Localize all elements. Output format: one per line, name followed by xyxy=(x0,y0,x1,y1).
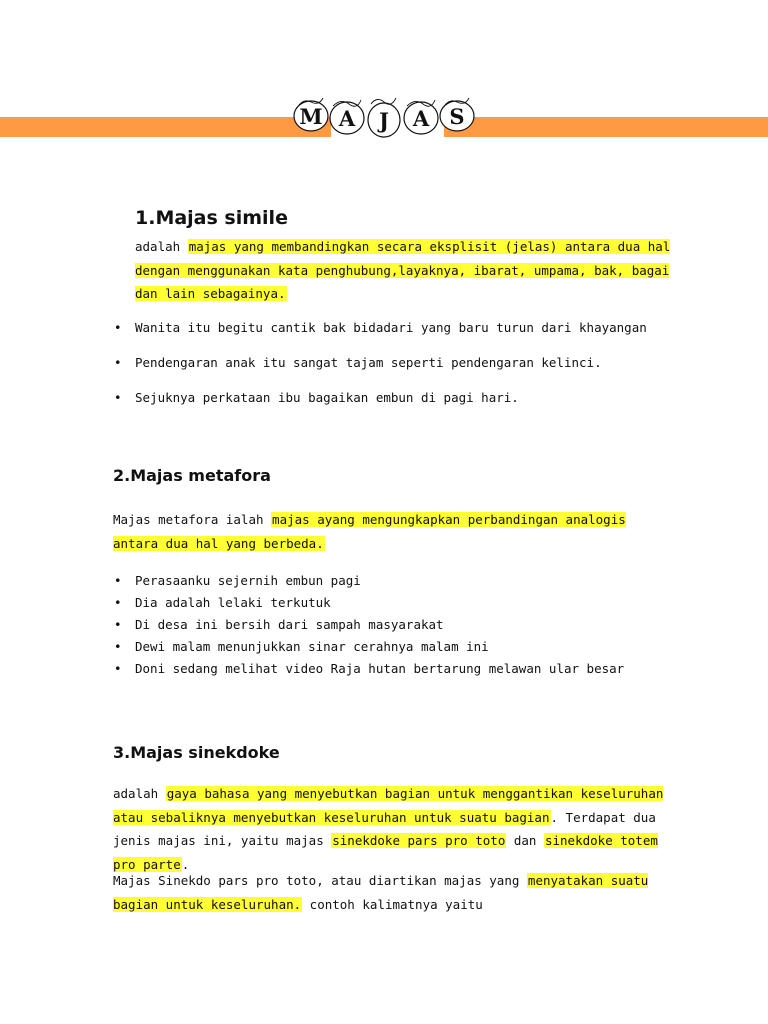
header-band-left xyxy=(0,117,331,137)
sinekdoke-paragraph-1: adalah gaya bahasa yang menyebutkan bagian untuk menggantikan keseluruhan atau sebaliknya menyebutkan keseluruhan untuk suatu bagian. Terdapat dua jenis majas ini, yaitu majas sinekdoke pars pro toto dan sinekdoke totem pro parte. xyxy=(113,786,664,872)
logo-letter: S xyxy=(449,104,465,129)
bullet-icon: • xyxy=(114,355,122,370)
bullet-icon: • xyxy=(114,390,122,405)
majas-logo xyxy=(291,90,479,146)
metafora-definition-lead: Majas metafora ialah xyxy=(113,512,272,527)
simile-examples xyxy=(0,320,647,405)
metafora-examples xyxy=(0,573,624,676)
logo-letter: J xyxy=(379,108,389,133)
list-item: • Doni sedang melihat video Raja hutan bertarung melawan ular besar xyxy=(114,661,625,676)
bullet-icon: • xyxy=(114,617,122,632)
section-title-metafora: 2.Majas metafora xyxy=(113,466,271,485)
sinekdoke-paragraph-2: Majas Sinekdo pars pro toto, atau diartikan majas yang menyatakan suatu bagian untuk keseluruhan. contoh kalimatnya yaitu xyxy=(113,873,649,912)
list-item: • Dewi malam menunjukkan sinar cerahnya malam ini xyxy=(114,639,489,654)
term-totem-pro-parte: sinekdoke totem pro parte xyxy=(113,833,658,872)
bullet-icon: • xyxy=(114,639,122,654)
logo-letter: A xyxy=(338,106,356,131)
section-title-sinekdoke: 3.Majas sinekdoke xyxy=(113,743,280,762)
list-item: • Di desa ini bersih dari sampah masyarakat xyxy=(114,617,444,632)
bullet-icon: • xyxy=(114,661,122,676)
list-item: • Sejuknya perkataan ibu bagaikan embun di pagi hari. xyxy=(114,390,519,405)
header-band-right xyxy=(444,117,768,137)
bullet-icon: • xyxy=(114,573,122,588)
metafora-definition xyxy=(113,508,668,555)
simile-definition-lead: adalah xyxy=(135,239,188,254)
logo-letter: A xyxy=(412,106,430,131)
list-item: • Pendengaran anak itu sangat tajam seperti pendengaran kelinci. xyxy=(114,355,602,370)
list-item: • Dia adalah lelaki terkutuk xyxy=(114,595,331,610)
section-title-simile: 1.Majas simile xyxy=(135,207,288,229)
bullet-icon: • xyxy=(114,320,122,335)
term-pars-pro-toto: sinekdoke pars pro toto xyxy=(332,833,506,848)
list-item: • Wanita itu begitu cantik bak bidadari yang baru turun dari khayangan xyxy=(114,320,647,335)
list-item: • Perasaanku sejernih embun pagi xyxy=(114,573,361,588)
logo-letter: M xyxy=(299,104,323,129)
bullet-icon: • xyxy=(114,595,122,610)
simile-definition xyxy=(135,235,687,306)
simile-definition-highlight: majas yang membandingkan secara eksplisit (jelas) antara dua hal dengan menggunakan kata penghubung,layaknya, ibarat, umpama, bak, bagai dan lain sebagainya. xyxy=(135,239,671,301)
metafora-definition-highlight: majas ayang mengungkapkan perbandingan analogis antara dua hal yang berbeda. xyxy=(113,512,626,551)
